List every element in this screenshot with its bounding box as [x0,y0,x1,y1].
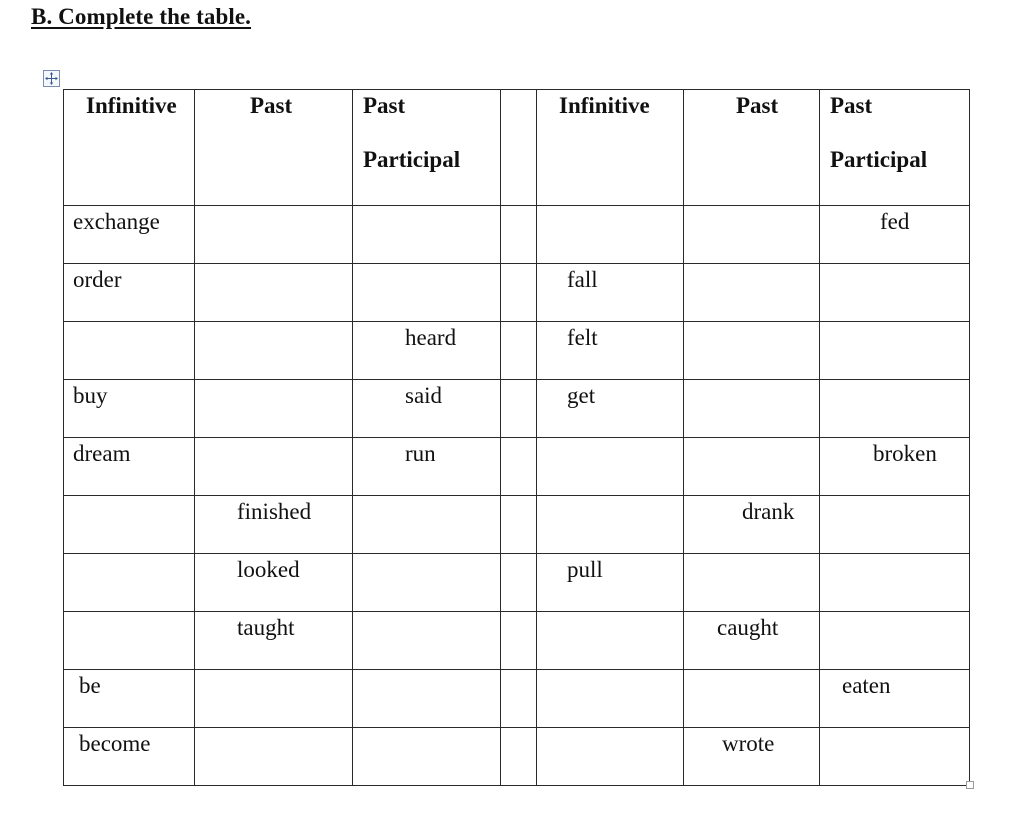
cell-text [195,264,352,266]
cell-text: fall [567,267,598,292]
table-row [64,728,970,786]
cell-text [684,264,819,266]
column-header-line-2: Participal [363,147,461,172]
blank-answer-cell[interactable] [820,380,970,438]
blank-answer-cell[interactable] [820,264,970,322]
cell-text [195,206,352,208]
cell-text [537,670,683,672]
blank-answer-cell[interactable] [195,206,353,264]
blank-answer-cell[interactable] [537,612,684,670]
cell-text: said [405,383,443,408]
cell-text [501,438,536,440]
table-row [64,206,970,264]
table-row [64,264,970,322]
blank-answer-cell[interactable] [684,554,820,612]
table-cell [537,264,684,322]
cell-text [353,264,500,266]
blank-answer-cell[interactable] [501,206,537,264]
cell-text [64,496,194,498]
blank-answer-cell[interactable] [353,206,501,264]
column-header [684,90,820,206]
table-cell [195,554,353,612]
cell-text [537,496,683,498]
table-header-row [64,90,970,206]
column-header-line-1: Past [830,93,873,118]
blank-answer-cell[interactable] [537,206,684,264]
table-cell [64,728,195,786]
blank-answer-cell[interactable] [353,554,501,612]
column-header-line-1: Past [736,93,779,118]
cell-text: caught [717,615,779,640]
table-cell [537,554,684,612]
cell-text: run [405,441,436,466]
cell-text: dream [73,441,131,466]
blank-answer-cell[interactable] [195,728,353,786]
blank-answer-cell[interactable] [537,438,684,496]
blank-answer-cell[interactable] [684,438,820,496]
cell-text: buy [73,383,108,408]
cell-text: order [73,267,122,292]
table-cell [537,322,684,380]
cell-text [353,728,500,730]
blank-answer-cell[interactable] [684,264,820,322]
blank-answer-cell[interactable] [684,322,820,380]
blank-answer-cell[interactable] [501,380,537,438]
blank-answer-cell[interactable] [684,380,820,438]
blank-answer-cell[interactable] [64,612,195,670]
blank-answer-cell[interactable] [64,496,195,554]
cell-text: get [567,383,596,408]
cell-text: eaten [842,673,891,698]
blank-answer-cell[interactable] [64,554,195,612]
blank-answer-cell[interactable] [501,554,537,612]
cell-text [64,612,194,614]
cell-text [820,380,969,382]
column-header-line-2: Participal [830,147,928,172]
column-header [501,90,537,206]
table-row [64,380,970,438]
blank-answer-cell[interactable] [353,670,501,728]
blank-answer-cell[interactable] [684,670,820,728]
blank-answer-cell[interactable] [501,612,537,670]
cell-text [537,728,683,730]
cell-text: exchange [73,209,160,234]
blank-answer-cell[interactable] [820,322,970,380]
cell-text [501,554,536,556]
blank-answer-cell[interactable] [353,496,501,554]
blank-answer-cell[interactable] [353,264,501,322]
table-cell [64,438,195,496]
blank-answer-cell[interactable] [195,438,353,496]
blank-answer-cell[interactable] [353,612,501,670]
blank-answer-cell[interactable] [353,728,501,786]
cell-text [684,554,819,556]
cell-text [501,728,536,730]
column-header [820,90,970,206]
cell-text [353,554,500,556]
cell-text: taught [237,615,295,640]
page-heading: B. Complete the table. [31,4,252,29]
column-header-line-2 [501,145,536,175]
cell-text [195,670,352,672]
cell-text [820,322,969,324]
cell-text [501,380,536,382]
blank-answer-cell[interactable] [501,670,537,728]
cell-text [353,612,500,614]
blank-answer-cell[interactable] [537,496,684,554]
cell-text: wrote [722,731,775,756]
column-header [64,90,195,206]
table-cell [820,206,970,264]
cell-text [537,438,683,440]
table-cell [820,670,970,728]
cell-text: fed [880,209,910,234]
blank-answer-cell[interactable] [820,728,970,786]
blank-answer-cell[interactable] [820,554,970,612]
cell-text [501,670,536,672]
cell-text [684,670,819,672]
cell-text [684,438,819,440]
column-header-line-1 [501,90,536,121]
table-move-handle-icon[interactable] [43,70,60,87]
table-row [64,322,970,380]
column-header-line-1: Infinitive [559,93,650,118]
cell-text [820,554,969,556]
cell-text: heard [405,325,457,350]
blank-answer-cell[interactable] [195,264,353,322]
blank-answer-cell[interactable] [195,322,353,380]
blank-answer-cell[interactable] [684,206,820,264]
table-cell [64,264,195,322]
column-header-line-2 [736,145,819,175]
cell-text [820,728,969,730]
cell-text: broken [873,441,937,466]
table-cell [684,496,820,554]
table-cell [684,612,820,670]
cell-text [537,612,683,614]
table-cell [820,438,970,496]
table-cell [64,670,195,728]
table-cell [353,322,501,380]
cell-text [501,264,536,266]
cell-text [684,206,819,208]
blank-answer-cell[interactable] [195,670,353,728]
table-cell [353,438,501,496]
table-cell [195,496,353,554]
cell-text [501,612,536,614]
cell-text [501,206,536,208]
column-header-line-1: Past [250,93,293,118]
column-header-line-1: Infinitive [86,93,177,118]
cell-text [195,380,352,382]
cell-text [501,496,536,498]
cell-text: be [79,673,101,698]
cell-text [684,322,819,324]
table-row [64,438,970,496]
blank-answer-cell[interactable] [537,728,684,786]
column-header [195,90,353,206]
verb-forms-table [63,89,970,786]
cell-text [684,380,819,382]
cell-text: felt [567,325,598,350]
blank-answer-cell[interactable] [195,380,353,438]
blank-answer-cell[interactable] [501,496,537,554]
table-row [64,670,970,728]
table-cell [64,380,195,438]
cell-text [195,322,352,324]
column-header [537,90,684,206]
table-cell [537,380,684,438]
blank-answer-cell[interactable] [501,264,537,322]
blank-answer-cell[interactable] [820,496,970,554]
column-header-line-2 [86,145,194,175]
table-resize-handle[interactable] [966,781,974,789]
cell-text [501,322,536,324]
cell-text [195,728,352,730]
cell-text [353,206,500,208]
cell-text [195,438,352,440]
cell-text: finished [237,499,312,524]
table-row [64,612,970,670]
blank-answer-cell[interactable] [537,670,684,728]
cell-text [64,322,194,324]
cell-text [64,554,194,556]
cell-text [820,264,969,266]
blank-answer-cell[interactable] [501,322,537,380]
column-header-line-1: Past [363,93,406,118]
cell-text: looked [237,557,300,582]
cell-text [537,206,683,208]
table-cell [64,206,195,264]
cell-text [353,496,500,498]
table-row [64,496,970,554]
column-header [353,90,501,206]
cell-text: become [79,731,151,756]
table-cell [684,728,820,786]
table-row [64,554,970,612]
blank-answer-cell[interactable] [64,322,195,380]
table-cell [195,612,353,670]
blank-answer-cell[interactable] [820,612,970,670]
cell-text [820,496,969,498]
cell-text: drank [742,499,795,524]
cell-text: pull [567,557,603,582]
blank-answer-cell[interactable] [501,438,537,496]
blank-answer-cell[interactable] [501,728,537,786]
cell-text [820,612,969,614]
column-header-line-2 [250,145,352,175]
column-header-line-2 [559,145,683,175]
cell-text [353,670,500,672]
table-cell [353,380,501,438]
